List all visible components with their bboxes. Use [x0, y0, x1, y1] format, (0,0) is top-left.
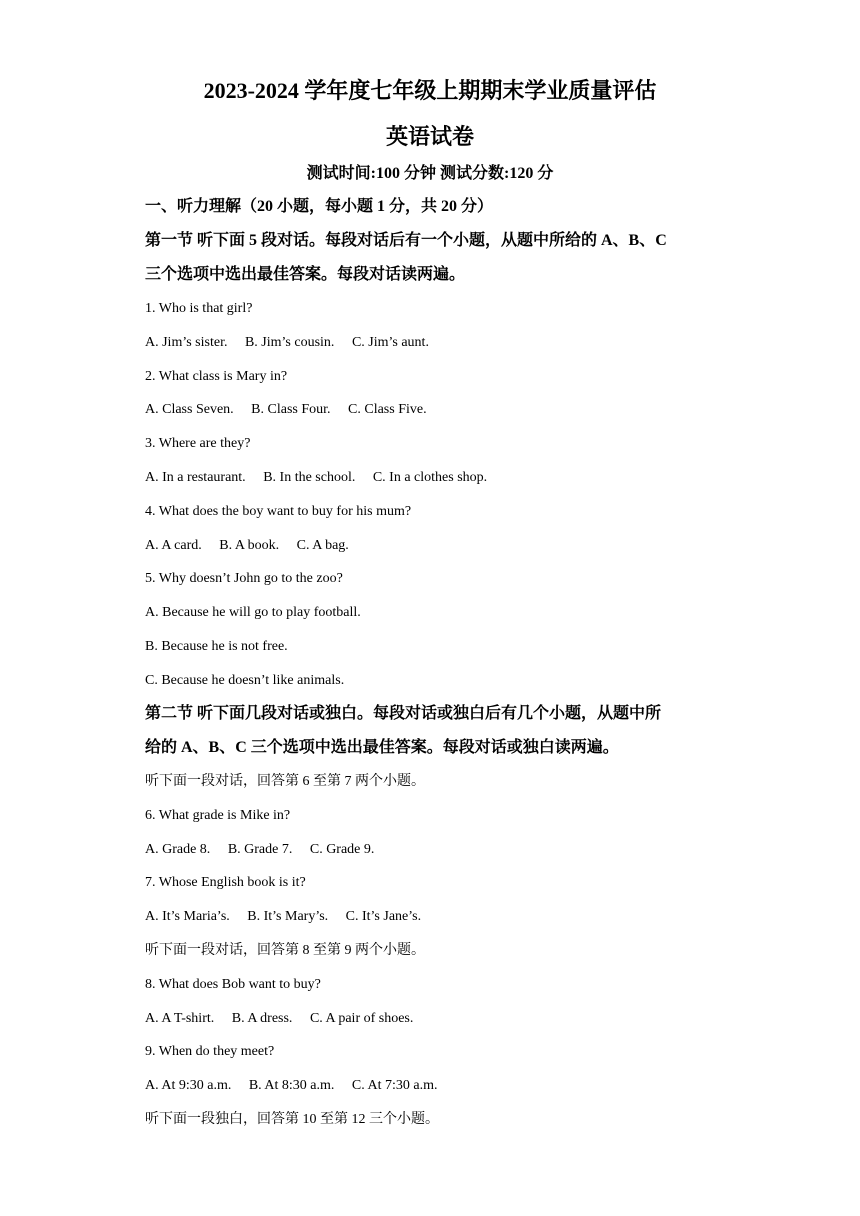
option-a: A. Class Seven.	[145, 402, 234, 417]
listening-note-3: 听下面一段独白，回答第 10 至第 12 三个小题。	[145, 1112, 439, 1127]
option-c: C. It’s Jane’s.	[345, 909, 422, 924]
option-a: A. It’s Maria’s.	[145, 909, 230, 924]
section2-instruction-line1: 第二节 听下面几段对话或独白。每段对话或独白后有几个小题，从题中所	[145, 705, 662, 722]
question-9-options	[145, 1076, 451, 1096]
option-c: C. Grade 9.	[309, 842, 375, 857]
option-a: A. A card.	[145, 538, 202, 553]
question-7-options	[145, 907, 435, 927]
exam-subtitle: 英语试卷	[385, 124, 474, 149]
question-4-options	[145, 536, 363, 556]
question-1-options	[145, 333, 443, 353]
question-6: 6. What grade is Mike in?	[145, 808, 291, 823]
option-b: B. At 8:30 a.m.	[248, 1078, 335, 1093]
section2-instruction-line2: 给的 A、B、C 三个选项中选出最佳答案。每段对话或独白读两遍。	[145, 739, 619, 756]
option-b: B. A dress.	[231, 1011, 293, 1026]
question-5-option-a: A. Because he will go to play football.	[145, 605, 361, 620]
option-b: B. In the school.	[263, 470, 356, 485]
option-c: C. Class Five.	[348, 402, 427, 417]
option-a: A. Jim’s sister.	[145, 335, 228, 350]
option-c: C. Jim’s aunt.	[351, 335, 429, 350]
question-4: 4. What does the boy want to buy for his mum?	[145, 504, 412, 519]
listening-note-2: 听下面一段对话，回答第 8 至第 9 两个小题。	[145, 943, 425, 958]
exam-info: 测试时间:100 分钟 测试分数:120 分	[306, 165, 554, 182]
listening-note-1: 听下面一段对话，回答第 6 至第 7 两个小题。	[145, 774, 425, 789]
section1-instruction-line2: 三个选项中选出最佳答案。每段对话读两遍。	[145, 266, 466, 283]
question-9: 9. When do they meet?	[145, 1044, 275, 1059]
part1-heading: 一、听力理解（20 小题，每小题 1 分，共 20 分）	[145, 198, 494, 215]
option-b: B. Class Four.	[251, 402, 331, 417]
option-c: C. A bag.	[296, 538, 349, 553]
option-a: A. In a restaurant.	[145, 470, 246, 485]
option-b: B. It’s Mary’s.	[247, 909, 329, 924]
option-c: C. In a clothes shop.	[372, 470, 488, 485]
question-5-option-c: C. Because he doesn’t like animals.	[145, 673, 345, 688]
question-7: 7. Whose English book is it?	[145, 875, 306, 890]
option-b: B. A book.	[219, 538, 280, 553]
option-a: A. A T-shirt.	[145, 1011, 215, 1026]
option-b: B. Jim’s cousin.	[244, 335, 335, 350]
question-2: 2. What class is Mary in?	[145, 369, 288, 384]
option-a: A. At 9:30 a.m.	[145, 1078, 232, 1093]
option-c: C. A pair of shoes.	[309, 1011, 414, 1026]
question-6-options	[145, 840, 388, 860]
question-1: 1. Who is that girl?	[145, 301, 253, 316]
question-8-options	[145, 1009, 427, 1029]
question-2-options	[145, 400, 441, 420]
option-c: C. At 7:30 a.m.	[351, 1078, 438, 1093]
question-3: 3. Where are they?	[145, 436, 251, 451]
question-5-option-b: B. Because he is not free.	[145, 639, 288, 654]
option-b: B. Grade 7.	[227, 842, 293, 857]
question-8: 8. What does Bob want to buy?	[145, 977, 321, 992]
option-a: A. Grade 8.	[145, 842, 211, 857]
section1-instruction-line1: 第一节 听下面 5 段对话。每段对话后有一个小题，从题中所给的 A、B、C	[145, 232, 667, 249]
question-5: 5. Why doesn’t John go to the zoo?	[145, 571, 343, 586]
question-3-options	[145, 468, 501, 488]
exam-title: 2023-2024 学年度七年级上期期末学业质量评估	[203, 78, 657, 103]
